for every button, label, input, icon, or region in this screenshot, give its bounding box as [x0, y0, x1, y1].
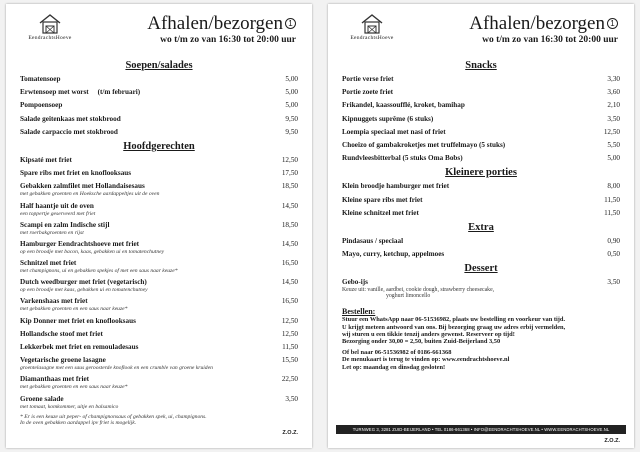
- menu-item: [20, 88, 298, 97]
- menu-item: [20, 343, 298, 352]
- menu-item-name: Gebakken zalmfilet met Hollandaisesaus: [20, 182, 145, 191]
- menu-item-name: Diamanthaas met friet: [20, 375, 90, 384]
- menu-item-price: 3,50: [607, 114, 620, 123]
- menu-item-name: Hollandsche stoof met friet: [20, 329, 103, 338]
- menu-item: [20, 330, 298, 339]
- menu-item-description: een toppertje geserveerd met friet: [20, 210, 96, 217]
- menu-item-price: 9,50: [285, 114, 298, 123]
- menu-item-price: 11,50: [604, 208, 620, 217]
- menu-item: [342, 237, 620, 246]
- menu-item-price: 14,50: [281, 201, 298, 210]
- order-info: Stuur een WhatsApp naar 06-51536982, plaats uw bestelling en voorkeur van tijd. U krijgt meteen antwoord van ons. Bij bezorging graag uw adres erbij vermelden, wij sturen u een tikkie tenzij anders gewenst. Reserveer op tijd! Bezorging onder 30,00 = 2,50, buiten Zuid-Beijerland 3,50 Of bel naar 06-51536982 of 0186-661368 De menukaart is terug te vinden op: www.eendrachtshoeve.nl Let op: maandag en dinsdag gesloten!: [342, 316, 566, 371]
- menu-item-price: 12,50: [281, 155, 298, 164]
- menu-item: [342, 209, 620, 218]
- menu-item-price: 8,00: [607, 182, 620, 191]
- contact-footer: TURNWEG 3, 3281 ZUID-BEIJERLAND • TEL 0186-661368 • INFO@EENDRACHTSHOEVE.NL • WWW.EENDRACHTSHOEVE.NL: [336, 425, 626, 434]
- menu-item-price: 18,50: [281, 182, 298, 191]
- menu-item-name: Tomatensoep: [20, 75, 61, 83]
- menu-item: [342, 154, 620, 163]
- menu-item-name: Klein broodje hamburger met friet: [342, 182, 450, 191]
- turn-over-label: Z.O.Z.: [282, 430, 298, 436]
- menu-item: [20, 317, 298, 326]
- logo-text: EendrachtsHoeve: [350, 35, 394, 41]
- menu-item: [342, 250, 620, 259]
- right-menu-sections: [342, 60, 620, 299]
- menu-item-name: Gebo-ijs: [342, 278, 368, 287]
- menu-item: [342, 278, 620, 299]
- menu-item-name: Dutch weedburger met friet (vegetarisch): [20, 278, 147, 287]
- menu-item: [342, 101, 620, 110]
- menu-page-left: [6, 4, 312, 448]
- menu-item: [20, 156, 298, 165]
- menu-item-name: Hamburger Eendrachtshoeve met friet: [20, 239, 140, 248]
- menu-item-name: Scampi en zalm Indische stijl: [20, 220, 110, 229]
- menu-item: [20, 128, 298, 137]
- opening-hours: wo t/m zo van 16:30 tot 20:00 uur: [482, 35, 618, 45]
- menu-item-price: 3,50: [607, 278, 620, 287]
- menu-item-price: 12,50: [603, 127, 620, 136]
- menu-item: [20, 115, 298, 124]
- menu-item-name: Kleine schnitzel met friet: [342, 208, 419, 217]
- menu-item-name: Varkenshaas met friet: [20, 297, 88, 306]
- menu-item-name: Kleine spare ribs met friet: [342, 195, 423, 204]
- menu-item-price: 2,10: [607, 101, 620, 110]
- menu-item-price: 18,50: [281, 220, 298, 229]
- menu-item-price: 11,50: [282, 343, 298, 351]
- menu-item: [20, 75, 298, 84]
- menu-item-price: 0,50: [607, 250, 620, 259]
- menu-item-name: Pompoensoep: [20, 101, 63, 110]
- menu-item: [20, 297, 298, 312]
- menu-item-price: 5,00: [285, 101, 298, 110]
- menu-item-price: 15,50: [281, 356, 298, 365]
- menu-item-name: Vegetarische groene lasagne: [20, 356, 106, 365]
- menu-item-price: 11,50: [604, 195, 620, 204]
- menu-item-description: met roerbakgroenten en rijst: [20, 229, 84, 236]
- menu-item-name: Salade carpaccio met stokbrood: [20, 127, 118, 136]
- section-title: Extra: [468, 221, 494, 233]
- page-title: Afhalen/bezorgen 1: [147, 14, 296, 34]
- menu-item-name: Schnitzel met friet: [20, 259, 77, 268]
- menu-item: [342, 115, 620, 124]
- logo-text: EendrachtsHoeve: [28, 35, 72, 41]
- menu-item-price: 3,60: [607, 88, 620, 97]
- section-title: Snacks: [465, 60, 497, 71]
- section-title: Kleinere porties: [445, 167, 517, 179]
- menu-item-name: Pindasaus / speciaal: [342, 236, 404, 245]
- menu-item-name: Erwtensoep met worst (t/m februari): [20, 88, 141, 97]
- order-info-title: Bestellen:: [342, 307, 376, 317]
- menu-item: [20, 182, 298, 197]
- opening-hours: wo t/m zo van 16:30 tot 20:00 uur: [160, 35, 296, 45]
- menu-item: [20, 221, 298, 236]
- menu-item-name: Groene salade: [20, 394, 64, 403]
- menu-item-price: 3,30: [607, 75, 620, 83]
- menu-item: [342, 182, 620, 191]
- menu-item-price: 3,50: [285, 394, 298, 403]
- menu-item: [20, 101, 298, 110]
- menu-item-name: Rundvleesbitterbal (5 stuks Oma Bobs): [342, 154, 463, 163]
- menu-item-description: yoghurt limoncello: [386, 293, 431, 300]
- logo: [342, 14, 402, 41]
- menu-item-name: Mayo, curry, ketchup, appelmoes: [342, 250, 445, 259]
- menu-item-price: 22,50: [281, 375, 298, 384]
- menu-item-name: Lekkerbek met friet en remouladesaus: [20, 343, 139, 351]
- menu-note: * Er is een keuze uit peper- of champignonsaus of gebakken spek, ui, champignons. In de oven gebakken aardappel ipv friet is mogelijk.: [20, 413, 207, 427]
- menu-item: [342, 196, 620, 205]
- menu-item-description: Keuze uit: vanille, aardbei, cookie dough, strawberry cheesecake,: [342, 287, 495, 294]
- menu-item: [342, 128, 620, 137]
- section-title: Soepen/salades: [125, 60, 193, 71]
- menu-item-description: met gebakken groenten en Hoeksche aardappeltjes uit de oven: [20, 191, 160, 198]
- menu-item-name: Loempia speciaal met nasi of friet: [342, 127, 446, 136]
- menu-item-name: Salade geitenkaas met stokbrood: [20, 114, 121, 123]
- logo: [20, 14, 80, 41]
- menu-item: [20, 259, 298, 274]
- turn-over-label: Z.O.Z.: [604, 438, 620, 444]
- menu-item: [20, 356, 298, 371]
- menu-item-price: 14,50: [281, 239, 298, 248]
- menu-item-name: Choeizo of gambakroketjes met truffelmayo (5 stuks): [342, 140, 506, 149]
- menu-item: [342, 141, 620, 150]
- page-title: Afhalen/bezorgen 1: [469, 14, 618, 34]
- menu-item-description: op een broodje met kaas, gebakken ui en tomatenchutney: [20, 287, 148, 294]
- menu-item-name: Kipsaté met friet: [20, 155, 72, 164]
- page-header: [342, 12, 620, 56]
- menu-item-name: Kip Donner met friet en knoflooksaus: [20, 316, 136, 325]
- farmhouse-logo-icon: [361, 14, 383, 34]
- section-title: Hoofdgerechten: [123, 140, 195, 152]
- menu-item: [342, 75, 620, 84]
- menu-item-description: op een broodje met bacon, kaas, gebakken ui en tomatenchutney: [20, 248, 165, 255]
- menu-item-price: 12,50: [281, 329, 298, 338]
- menu-item-name: Portie zoete friet: [342, 88, 394, 97]
- menu-item: [20, 202, 298, 217]
- left-menu-sections: [20, 60, 298, 410]
- menu-item-name: Portie verse friet: [342, 75, 394, 83]
- menu-item-price: 5,00: [607, 154, 620, 163]
- menu-item-description: met champignons, ui en gebakken spekjes of met een saus naar keuze*: [20, 268, 178, 275]
- page-number-badge: 1: [285, 18, 296, 29]
- menu-item-price: 17,50: [281, 169, 298, 178]
- menu-item-name: Frikandel, kaassoufflé, kroket, bamihap: [342, 101, 465, 110]
- menu-item-price: 16,50: [281, 297, 298, 306]
- menu-item-description: groentelasagne met een saus geroosterde knoflook en een crumble van groene kruiden: [20, 365, 213, 372]
- menu-item-description: met gebakken groenten en een saus naar keuze*: [20, 384, 128, 391]
- menu-item-price: 12,50: [281, 316, 298, 325]
- page-header: [20, 12, 298, 56]
- menu-item: [20, 395, 298, 410]
- menu-item-price: 16,50: [281, 259, 298, 268]
- menu-item-price: 14,50: [281, 278, 298, 287]
- page-number-badge: 1: [607, 18, 618, 29]
- menu-item: [20, 240, 298, 255]
- menu-item-price: 9,50: [285, 127, 298, 136]
- menu-item-price: 0,90: [607, 236, 620, 245]
- farmhouse-logo-icon: [39, 14, 61, 34]
- menu-item-price: 5,50: [607, 140, 620, 149]
- menu-item: [20, 278, 298, 293]
- menu-item-price: 5,00: [285, 75, 298, 83]
- menu-item: [20, 375, 298, 390]
- menu-item-description: met tomaat, komkommer, uitje en balsamico: [20, 403, 119, 410]
- menu-item-name: Kipnuggets suprême (6 stuks): [342, 114, 434, 123]
- menu-item-price: 5,00: [285, 88, 298, 97]
- menu-item-description: met gebakken groenten en een saus naar keuze*: [20, 306, 128, 313]
- menu-item-name: Half haantje uit de oven: [20, 201, 94, 210]
- menu-page-right: [328, 4, 634, 448]
- menu-item: [342, 88, 620, 97]
- section-title: Dessert: [464, 263, 498, 275]
- menu-item: [20, 169, 298, 178]
- menu-item-name: Spare ribs met friet en knoflooksaus: [20, 169, 132, 178]
